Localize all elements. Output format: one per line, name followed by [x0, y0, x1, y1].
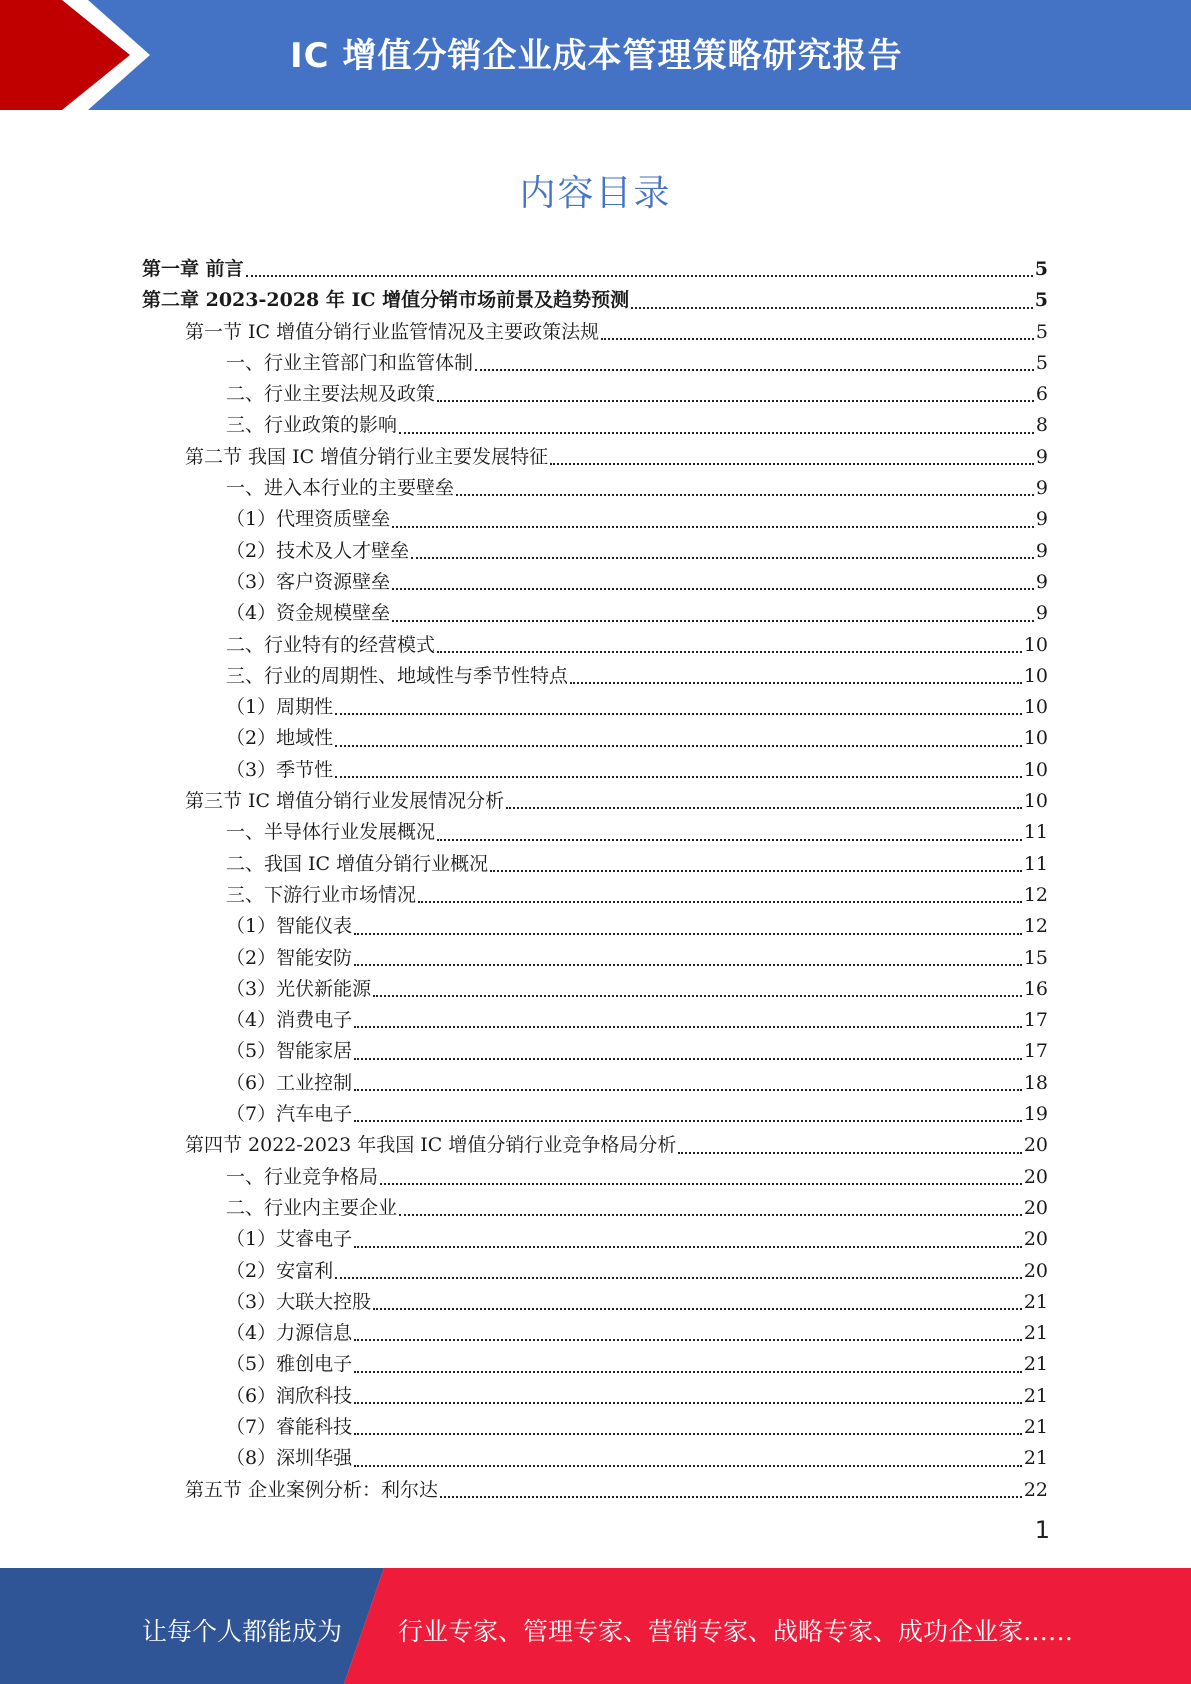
toc-dot-leader [354, 1401, 1022, 1404]
toc-entry-label: 第四节 2022-2023 年我国 IC 增值分销行业竞争格局分析 [185, 1134, 677, 1157]
toc-dot-leader [335, 744, 1022, 747]
toc-entry[interactable] [142, 598, 1048, 629]
toc-entry[interactable] [142, 692, 1048, 723]
toc-entry[interactable] [142, 1193, 1048, 1224]
toc-entry-page: 12 [1023, 915, 1048, 938]
toc-entry-label: （7）汽车电子 [226, 1103, 353, 1126]
toc-entry-page: 16 [1023, 977, 1048, 1000]
toc-dot-leader [373, 994, 1022, 997]
toc-entry[interactable] [142, 285, 1048, 316]
toc-entry-label: （3）大联大控股 [226, 1290, 372, 1313]
toc-dot-leader [354, 1119, 1022, 1122]
table-of-contents [142, 254, 1048, 1506]
page-header [0, 0, 1191, 110]
footer-slogan-right: 行业专家、管理专家、营销专家、战略专家、成功企业家…… [398, 1617, 1074, 1646]
toc-entry-page: 19 [1023, 1103, 1048, 1126]
toc-dot-leader [392, 525, 1034, 528]
toc-entry-label: 一、行业主管部门和监管体制 [226, 351, 474, 374]
toc-entry-label: 三、行业政策的影响 [226, 414, 398, 437]
toc-entry-page: 21 [1023, 1447, 1048, 1470]
toc-entry-page: 5 [1035, 351, 1048, 374]
toc-entry[interactable] [142, 1318, 1048, 1349]
toc-entry[interactable] [142, 974, 1048, 1005]
toc-entry[interactable] [142, 1099, 1048, 1130]
toc-entry-label: （5）智能家居 [226, 1040, 353, 1063]
toc-entry[interactable] [142, 786, 1048, 817]
toc-entry-label: （3）季节性 [226, 758, 334, 781]
toc-entry-label: （2）地域性 [226, 727, 334, 750]
toc-entry-label: 三、下游行业市场情况 [226, 883, 417, 906]
toc-entry-page: 20 [1023, 1196, 1048, 1219]
toc-entry-label: （3）光伏新能源 [226, 977, 372, 1000]
toc-entry[interactable] [142, 1349, 1048, 1380]
toc-entry-page: 11 [1023, 821, 1048, 844]
toc-dot-leader [490, 869, 1022, 872]
toc-dot-leader [399, 431, 1034, 434]
toc-entry[interactable] [142, 1443, 1048, 1474]
toc-dot-leader [437, 838, 1022, 841]
toc-title: 内容目录 [519, 173, 672, 214]
toc-entry-label: （4）力源信息 [226, 1322, 353, 1345]
toc-entry[interactable] [142, 473, 1048, 504]
toc-entry[interactable] [142, 442, 1048, 473]
toc-dot-leader [354, 1370, 1022, 1373]
toc-entry-label: （4）资金规模壁垒 [226, 602, 391, 625]
toc-entry-label: 第二节 我国 IC 增值分销行业主要发展特征 [185, 445, 549, 468]
toc-entry-label: （6）工业控制 [226, 1071, 353, 1094]
toc-entry-page: 5 [1034, 289, 1048, 312]
toc-dot-leader [335, 712, 1022, 715]
toc-entry-page: 9 [1035, 445, 1048, 468]
toc-entry-label: （1）艾睿电子 [226, 1228, 353, 1251]
toc-entry[interactable] [142, 630, 1048, 661]
toc-entry[interactable] [142, 254, 1048, 285]
toc-entry-label: 二、我国 IC 增值分销行业概况 [226, 852, 489, 875]
toc-entry-label: （8）深圳华强 [226, 1447, 353, 1470]
toc-entry-page: 12 [1023, 883, 1048, 906]
toc-entry-page: 5 [1034, 258, 1048, 280]
toc-entry-page: 17 [1023, 1040, 1048, 1063]
toc-entry-label: 二、行业特有的经营模式 [226, 633, 436, 656]
toc-entry[interactable] [142, 410, 1048, 441]
toc-entry[interactable] [142, 1036, 1048, 1067]
toc-dot-leader [678, 1151, 1021, 1154]
toc-entry-page: 5 [1035, 320, 1048, 343]
toc-entry[interactable] [142, 911, 1048, 942]
toc-entry-page: 20 [1023, 1259, 1048, 1282]
toc-entry-page: 18 [1023, 1071, 1048, 1094]
toc-entry-label: （1）代理资质壁垒 [226, 508, 391, 531]
toc-entry-page: 17 [1023, 1009, 1048, 1032]
toc-entry-page: 6 [1035, 383, 1048, 406]
footer-slogan-left: 让每个人都能成为 [142, 1617, 343, 1646]
toc-dot-leader [354, 1432, 1022, 1435]
toc-dot-leader [354, 1464, 1022, 1467]
toc-dot-leader [354, 1338, 1022, 1341]
toc-entry-page: 22 [1023, 1478, 1048, 1501]
page-footer [0, 1568, 1191, 1684]
toc-dot-leader [456, 493, 1034, 496]
toc-dot-leader [354, 1088, 1022, 1091]
toc-entry-label: （2）安富利 [226, 1259, 334, 1282]
toc-entry-label: 第五节 企业案例分析：利尔达 [185, 1478, 439, 1501]
toc-entry-page: 21 [1023, 1322, 1048, 1345]
toc-entry[interactable] [142, 755, 1048, 786]
toc-entry-label: 三、行业的周期性、地域性与季节性特点 [226, 664, 569, 687]
toc-entry-page: 21 [1023, 1353, 1048, 1376]
toc-entry[interactable] [142, 379, 1048, 410]
toc-dot-leader [601, 337, 1034, 340]
toc-entry[interactable] [142, 723, 1048, 754]
toc-entry-page: 20 [1023, 1228, 1048, 1251]
toc-entry[interactable] [142, 1256, 1048, 1287]
toc-entry[interactable] [142, 536, 1048, 567]
toc-entry-page: 9 [1035, 602, 1048, 625]
toc-dot-leader [246, 274, 1033, 277]
toc-entry-page: 20 [1023, 1165, 1048, 1188]
toc-entry-label: （4）消费电子 [226, 1009, 353, 1032]
toc-entry[interactable] [142, 317, 1048, 348]
toc-entry-page: 10 [1023, 790, 1048, 813]
toc-entry-page: 10 [1023, 758, 1048, 781]
toc-entry-page: 10 [1023, 664, 1048, 687]
toc-entry[interactable] [142, 849, 1048, 880]
toc-entry-page: 9 [1035, 477, 1048, 500]
toc-dot-leader [437, 399, 1034, 402]
report-title: IC 增值分销企业成本管理策略研究报告 [290, 36, 903, 76]
toc-dot-leader [373, 1307, 1022, 1310]
toc-entry[interactable] [142, 1287, 1048, 1318]
toc-entry-label: 第一章 前言 [142, 258, 244, 280]
toc-entry-label: （5）雅创电子 [226, 1353, 353, 1376]
toc-dot-leader [418, 900, 1022, 903]
toc-entry-label: 二、行业主要法规及政策 [226, 383, 436, 406]
toc-entry-label: （2）技术及人才壁垒 [226, 539, 410, 562]
toc-entry-label: 二、行业内主要企业 [226, 1196, 398, 1219]
toc-entry-label: （7）睿能科技 [226, 1415, 353, 1438]
toc-dot-leader [354, 932, 1022, 935]
toc-entry[interactable] [142, 943, 1048, 974]
toc-dot-leader [354, 963, 1022, 966]
toc-entry-page: 20 [1023, 1134, 1048, 1157]
toc-entry-label: （1）智能仪表 [226, 915, 353, 938]
toc-entry-page: 21 [1023, 1290, 1048, 1313]
toc-dot-leader [392, 587, 1034, 590]
toc-entry-page: 10 [1023, 727, 1048, 750]
toc-dot-leader [437, 650, 1022, 653]
toc-entry[interactable] [142, 1162, 1048, 1193]
toc-entry-label: 第一节 IC 增值分销行业监管情况及主要政策法规 [185, 320, 600, 343]
toc-entry-page: 11 [1023, 852, 1048, 875]
toc-entry[interactable] [142, 1381, 1048, 1412]
toc-dot-leader [354, 1057, 1022, 1060]
toc-dot-leader [440, 1495, 1022, 1498]
toc-entry-page: 10 [1023, 696, 1048, 719]
toc-entry-page: 9 [1035, 570, 1048, 593]
toc-dot-leader [550, 462, 1034, 465]
toc-entry[interactable] [142, 1068, 1048, 1099]
toc-entry-page: 21 [1023, 1384, 1048, 1407]
page-number: 1 [1034, 1516, 1050, 1544]
toc-entry-label: 一、半导体行业发展概况 [226, 821, 436, 844]
toc-dot-leader [354, 1245, 1022, 1248]
toc-dot-leader [506, 806, 1022, 809]
toc-entry[interactable] [142, 1005, 1048, 1036]
toc-dot-leader [570, 681, 1022, 684]
toc-entry[interactable] [142, 567, 1048, 598]
toc-entry-label: 一、行业竞争格局 [226, 1165, 379, 1188]
toc-entry-label: 一、进入本行业的主要壁垒 [226, 477, 455, 500]
toc-entry[interactable] [142, 1412, 1048, 1443]
toc-dot-leader [354, 1025, 1022, 1028]
toc-dot-leader [411, 556, 1034, 559]
toc-entry-page: 8 [1035, 414, 1048, 437]
toc-entry[interactable] [142, 348, 1048, 379]
toc-entry[interactable] [142, 1224, 1048, 1255]
toc-entry-page: 10 [1023, 633, 1048, 656]
toc-dot-leader [392, 619, 1034, 622]
toc-entry-label: （2）智能安防 [226, 946, 353, 969]
toc-entry-label: 第三节 IC 增值分销行业发展情况分析 [185, 790, 505, 813]
toc-entry-label: （1）周期性 [226, 696, 334, 719]
toc-entry-page: 15 [1023, 946, 1048, 969]
toc-dot-leader [475, 368, 1034, 371]
toc-entry[interactable] [142, 880, 1048, 911]
toc-entry[interactable] [142, 1130, 1048, 1161]
toc-dot-leader [335, 1276, 1022, 1279]
toc-entry[interactable] [142, 817, 1048, 848]
toc-entry[interactable] [142, 1475, 1048, 1506]
toc-entry[interactable] [142, 661, 1048, 692]
toc-entry-page: 9 [1035, 539, 1048, 562]
toc-entry-label: （3）客户资源壁垒 [226, 570, 391, 593]
toc-entry[interactable] [142, 504, 1048, 535]
toc-dot-leader [631, 306, 1033, 309]
toc-dot-leader [399, 1213, 1022, 1216]
toc-entry-page: 21 [1023, 1415, 1048, 1438]
toc-entry-label: 第二章 2023-2028 年 IC 增值分销市场前景及趋势预测 [142, 289, 630, 312]
toc-entry-label: （6）润欣科技 [226, 1384, 353, 1407]
toc-dot-leader [380, 1182, 1022, 1185]
toc-entry-page: 9 [1035, 508, 1048, 531]
toc-dot-leader [335, 775, 1022, 778]
